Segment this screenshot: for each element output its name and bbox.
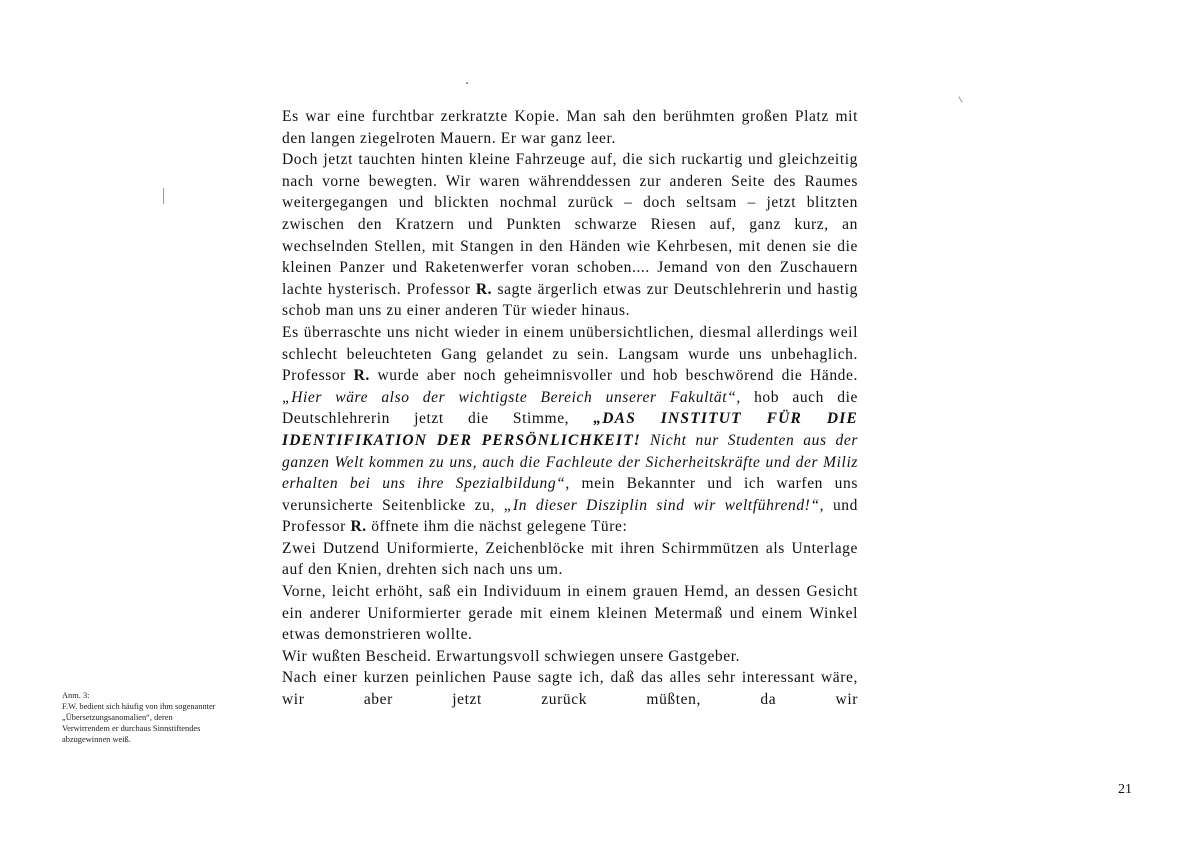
paragraph-5: Vorne, leicht erhöht, saß ein Individuum in einem grauen Hemd, an dessen Gesicht ein anderer Uniformierter gerade mit einem kleinen Metermaß und einem Winkel etwas demonstrieren wollte. xyxy=(282,583,858,644)
annotation-line: F.W. bedient sich häufig von ihm sogenannter xyxy=(62,702,216,711)
paragraph-3-text-a: Es überraschte uns nicht wieder in einem unübersichtlichen, diesmal allerdings weil schlecht beleuchteten Gang gelandet zu sein. Langsam wurde uns unbehaglich. Professor xyxy=(282,323,858,385)
paragraph-3 xyxy=(282,322,858,538)
paragraph-2 xyxy=(282,149,858,322)
institute-heading: „DAS INSTITUT FÜR DIE IDENTIFIKATION DER PERSÖNLICHKEIT! xyxy=(282,410,858,449)
paragraph-1: Es war eine furchtbar zerkratzte Kopie. Man sah den berühmten großen Platz mit den langen ziegelroten Mauern. Er war ganz leer. xyxy=(282,108,858,147)
paragraph-7: Nach einer kurzen peinlichen Pause sagte ich, daß das alles sehr interessant wäre, wir aber jetzt zurück müßten, da wir xyxy=(282,669,858,709)
paragraph-2-end: sagte ärgerlich etwas zur Deutschlehrerin und hastig schob man uns zu einer anderen Tür wieder hinaus. xyxy=(282,280,858,320)
paragraph-3-text-e: und Professor xyxy=(282,496,859,536)
paragraph-6: Wir wußten Bescheid. Erwartungsvoll schwiegen unsere Gastgeber. xyxy=(282,647,741,665)
professor-initial: R. xyxy=(353,367,370,385)
paragraph-2-text: Doch jetzt tauchten hinten kleine Fahrzeuge auf, die sich ruckartig und gleichzeitig nach vorne bewegten. Wir waren währenddessen zur anderen Seite des Raumes weitergegangen und blickten nochmal zurück – doch seltsam – jetzt blitzten zwischen den Kratzern und Punkten schwarze Riesen auf, ganz kurz, an wechselnden Stellen, mit Stangen in den Händen wie Kehrbesen, mit denen sie die kleinen Panzer und Raketenwerfer voran schoben.... Jemand von den Zuschauern lachte hysterisch. xyxy=(282,151,858,298)
quote-weltfuehrend: „In dieser Disziplin sind wir weltführend!“, xyxy=(503,496,825,514)
paragraph-3-text-d: mein Bekannter und ich warfen uns verunsicherte Seitenblicke zu, xyxy=(282,475,859,514)
scan-speck xyxy=(466,82,468,84)
paragraph-4: Zwei Dutzend Uniformierte, Zeichenblöcke mit ihren Schirmmützen als Unterlage auf den Knien, drehten sich nach uns um. xyxy=(282,539,858,579)
paragraph-3-text-c: hob auch die Deutschlehrerin jetzt die Stimme, xyxy=(282,388,858,428)
professor-label: Professor xyxy=(406,280,471,298)
scan-speck xyxy=(163,188,164,204)
professor-initial: R. xyxy=(350,518,367,536)
page-number: 21 xyxy=(1118,782,1132,797)
annotation-label: Anm. 3: xyxy=(62,691,90,700)
professor-initial: R. xyxy=(475,280,493,298)
margin-annotation xyxy=(62,690,262,745)
paragraph-3-text-f: öffnete ihm die nächst gelegene Türe: xyxy=(371,518,628,536)
quote-fakultaet: „Hier wäre also der wichtigste Bereich unserer Fakultät“, xyxy=(282,388,741,406)
scan-speck xyxy=(958,96,962,103)
paragraph-3-text-b: wurde aber noch geheimnisvoller und hob beschwörend die Hände. xyxy=(377,367,858,385)
annotation-line: Verwirrendem er durchaus Sinnstiftendes xyxy=(62,724,201,733)
annotation-line: „Übersetzungsanomalien“, deren xyxy=(62,713,173,722)
annotation-line: abzugewinnen weiß. xyxy=(62,735,131,744)
quote-studenten: Nicht nur Studenten aus der ganzen Welt kommen zu uns, auch die Fachleute der Sicherheitskräfte und der Miliz erhalten bei uns ihre Spezialbildung“, xyxy=(282,431,859,493)
main-text-column xyxy=(282,106,858,711)
